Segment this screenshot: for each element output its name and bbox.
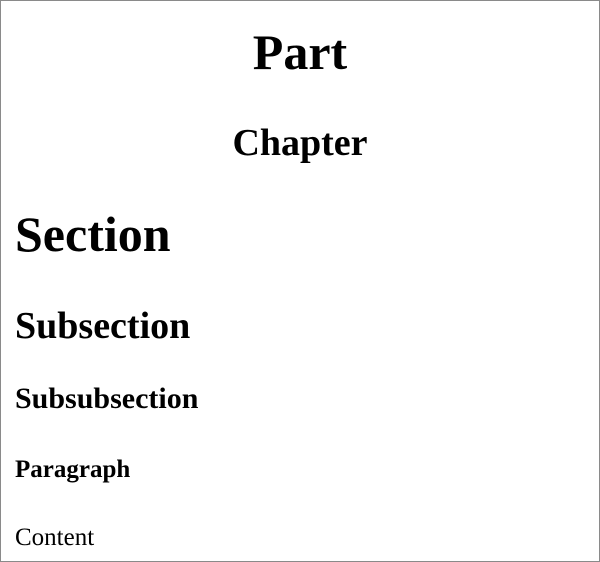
paragraph-heading: Paragraph bbox=[15, 456, 131, 483]
subsection-heading: Subsection bbox=[15, 305, 191, 347]
chapter-heading: Chapter bbox=[232, 122, 368, 164]
part-heading: Part bbox=[252, 24, 348, 80]
section-heading: Section bbox=[15, 206, 171, 262]
subsubsection-heading: Subsubsection bbox=[15, 382, 199, 415]
content-text: Content bbox=[15, 524, 95, 551]
